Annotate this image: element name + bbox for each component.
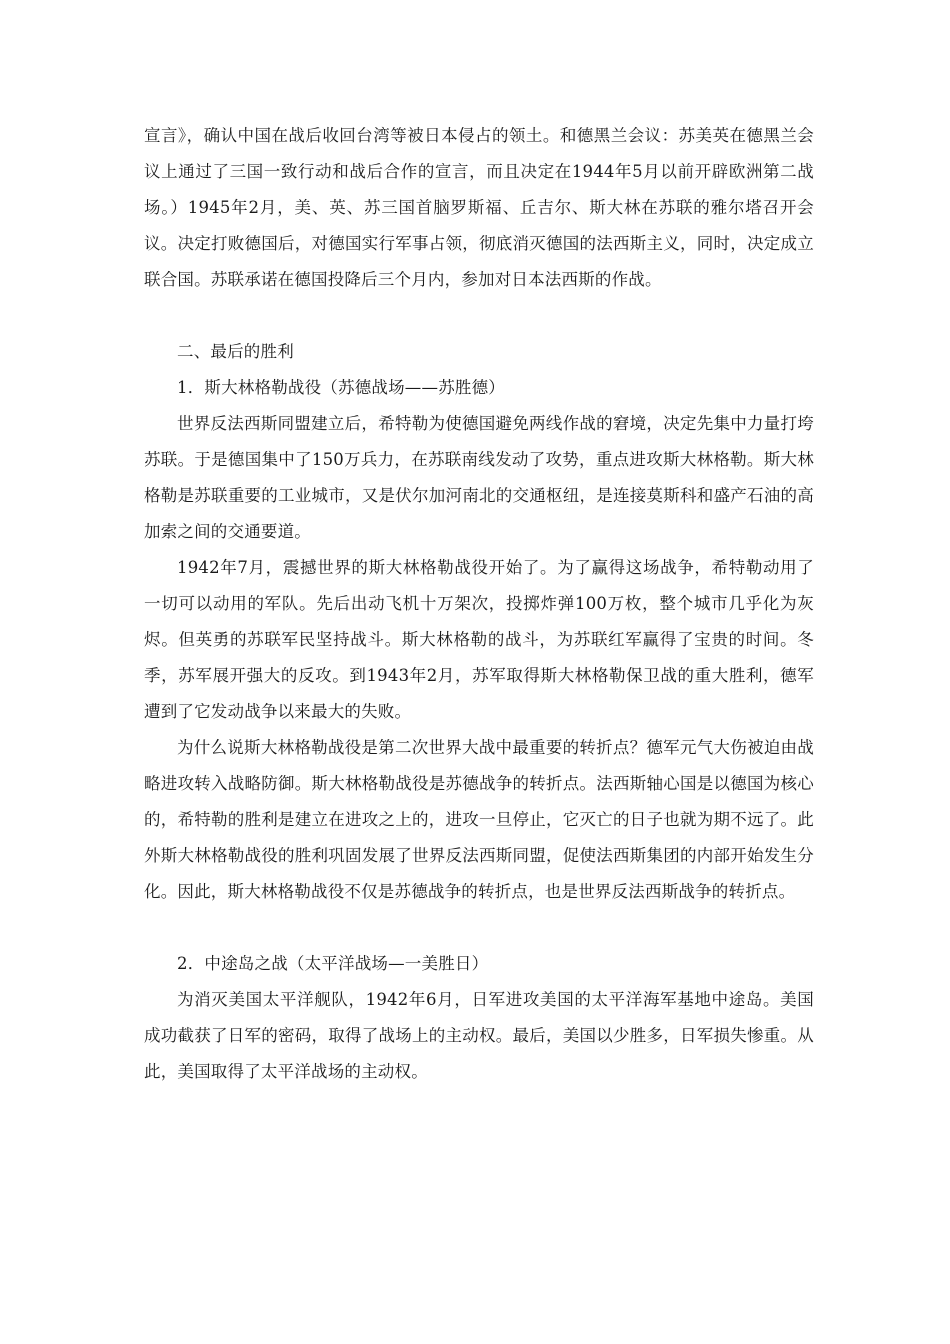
- paragraph-stalingrad-significance: 为什么说斯大林格勒战役是第二次世界大战中最重要的转折点？德军元气大伤被迫由战略进攻转入战略防御。斯大林格勒战役是苏德战争的转折点。法西斯轴心国是以德国为核心的，希特勒的胜利是建立在进攻之上的，进攻一旦停止，它灭亡的日子也就为期不远了。此外斯大林格勒战役的胜利巩固发展了世界反法西斯同盟，促使法西斯集团的内部开始发生分化。因此，斯大林格勒战役不仅是苏德战争的转折点，也是世界反法西斯战争的转折点。: [144, 738, 814, 901]
- document-body: [144, 118, 814, 1090]
- subheading-stalingrad: 1．斯大林格勒战役（苏德战场——苏胜德）: [177, 378, 505, 397]
- paragraph-gap: [144, 298, 814, 334]
- paragraph-stalingrad-battle: 1942年7月，震撼世界的斯大林格勒战役开始了。为了赢得这场战争，希特勒动用了一切可以动用的军队。先后出动飞机十万架次，投掷炸弹100万枚，整个城市几乎化为灰烬。但英勇的苏联军民坚持战斗。斯大林格勒的战斗，为苏联红军赢得了宝贵的时间。冬季，苏军展开强大的反攻。到1943年2月，苏军取得斯大林格勒保卫战的重大胜利，德军遭到了它发动战争以来最大的失败。: [144, 558, 814, 721]
- paragraph-gap: [144, 910, 814, 946]
- section-heading-final-victory: 二、最后的胜利: [177, 342, 294, 361]
- subheading-midway: 2．中途岛之战（太平洋战场—一美胜日）: [177, 954, 489, 973]
- paragraph-yalta-conference: 宣言》，确认中国在战后收回台湾等被日本侵占的领土。和德黑兰会议：苏美英在德黑兰会议上通过了三国一致行动和战后合作的宣言，而且决定在1944年5月以前开辟欧洲第二战场。）1945年2月，美、英、苏三国首脑罗斯福、丘吉尔、斯大林在苏联的雅尔塔召开会议。决定打败德国后，对德国实行军事占领，彻底消灭德国的法西斯主义，同时，决定成立联合国。苏联承诺在德国投降后三个月内，参加对日本法西斯的作战。: [144, 126, 814, 289]
- paragraph-stalingrad-background: 世界反法西斯同盟建立后，希特勒为使德国避免两线作战的窘境，决定先集中力量打垮苏联。于是德国集中了150万兵力，在苏联南线发动了攻势，重点进攻斯大林格勒。斯大林格勒是苏联重要的工业城市，又是伏尔加河南北的交通枢纽，是连接莫斯科和盛产石油的高加索之间的交通要道。: [144, 414, 814, 541]
- paragraph-midway: 为消灭美国太平洋舰队，1942年6月，日军进攻美国的太平洋海军基地中途岛。美国成功截获了日军的密码，取得了战场上的主动权。最后，美国以少胜多，日军损失惨重。从此，美国取得了太平洋战场的主动权。: [144, 990, 814, 1081]
